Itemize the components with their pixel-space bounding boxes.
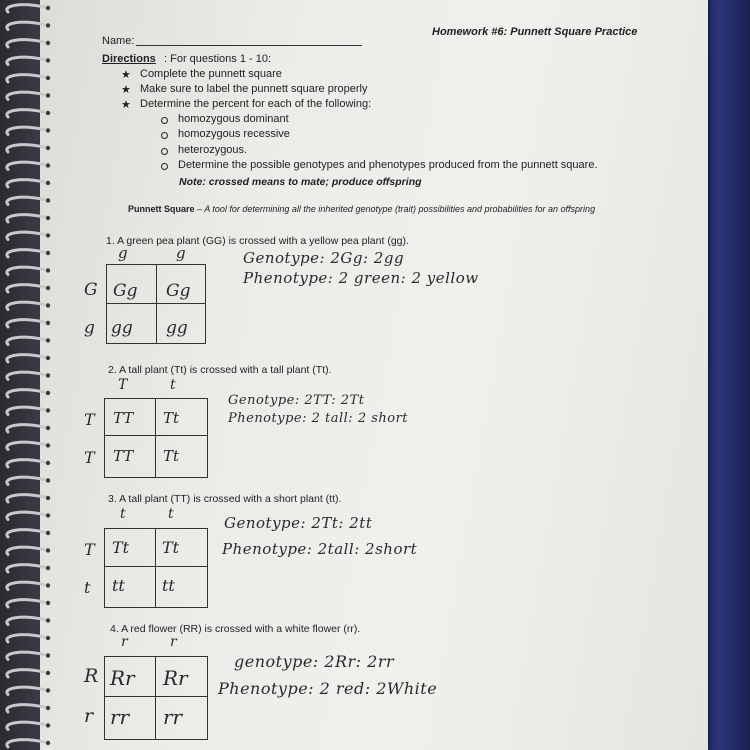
punch-hole [46, 583, 50, 587]
punnett-cell: tt [162, 576, 175, 595]
punnett-cell: Rr [110, 666, 135, 690]
punch-hole [46, 723, 50, 727]
punch-hole [46, 356, 50, 360]
question-2-text: 2. A tall plant (Tt) is crossed with a tall plant (Tt). [108, 364, 332, 376]
question-1-text: 1. A green pea plant (GG) is crossed with a yellow pea plant (gg). [106, 235, 409, 247]
spiral-ring [7, 407, 44, 414]
punnett-cell: rr [110, 705, 130, 729]
punnett-cell: tt [112, 576, 125, 595]
direction-item: Determine the percent for each of the following: [140, 98, 372, 110]
punch-hole [46, 548, 50, 552]
punch-hole [46, 286, 50, 290]
punch-hole [46, 636, 50, 640]
punch-hole [46, 741, 50, 745]
sub-item: homozygous recessive [178, 128, 290, 140]
name-label: Name: [102, 35, 135, 47]
sub-item: Determine the possible genotypes and phenotypes produced from the punnett square. [178, 159, 598, 171]
punch-hole [46, 426, 50, 430]
genotype-answer: Genotype: 2TT: 2Tt [228, 393, 365, 408]
punch-hole [46, 146, 50, 150]
punch-hole [46, 216, 50, 220]
spiral-ring [7, 250, 44, 257]
punch-hole [46, 76, 50, 80]
spiral-ring [7, 495, 44, 502]
allele-top: T [118, 377, 128, 393]
allele-side: G [84, 280, 99, 300]
genotype-answer: genotype: 2Rr: 2rr [234, 652, 395, 671]
punch-hole [46, 128, 50, 132]
phenotype-answer: Phenotype: 2 tall: 2 short [228, 411, 409, 426]
star-bullet-icon: ★ [121, 84, 131, 96]
punch-hole [46, 181, 50, 185]
spiral-ring [7, 652, 44, 659]
punch-hole [46, 671, 50, 675]
punch-hole [46, 601, 50, 605]
punch-hole [46, 706, 50, 710]
genotype-answer: Genotype: 2Gg: 2gg [243, 249, 405, 267]
spiral-ring [7, 57, 44, 64]
punch-hole [46, 198, 50, 202]
punch-hole [46, 303, 50, 307]
punch-hole [46, 443, 50, 447]
punch-hole [46, 373, 50, 377]
spiral-ring [7, 740, 44, 747]
allele-side: T [84, 540, 96, 559]
punch-hole [46, 163, 50, 167]
punnett-cell: Tt [162, 538, 180, 557]
spiral-ring [7, 145, 44, 152]
allele-side: T [84, 410, 96, 429]
punch-hole [46, 531, 50, 535]
spiral-ring [7, 582, 44, 589]
allele-side: T [84, 448, 96, 467]
phenotype-answer: Phenotype: 2 green: 2 yellow [243, 269, 479, 287]
spiral-ring [7, 215, 44, 222]
sub-item: heterozygous. [178, 144, 248, 156]
directions-intro: : For questions 1 - 10: [164, 53, 271, 65]
punch-hole [46, 408, 50, 412]
punnett-cell: Rr [163, 666, 188, 690]
spiral-ring [7, 127, 44, 134]
punch-hole [46, 461, 50, 465]
question-3-text: 3. A tall plant (TT) is crossed with a short plant (tt). [108, 493, 342, 505]
star-bullet-icon: ★ [121, 99, 131, 111]
punnett-cell: Tt [112, 538, 130, 557]
spiral-ring [7, 687, 44, 694]
name-field-line[interactable] [136, 45, 362, 46]
spiral-ring [7, 547, 44, 554]
punch-hole [46, 496, 50, 500]
punch-hole [46, 391, 50, 395]
spiral-ring [7, 92, 44, 99]
spiral-ring [7, 285, 44, 292]
allele-side: R [84, 665, 99, 687]
spiral-ring [7, 162, 44, 169]
allele-side: g [84, 318, 96, 338]
question-4-text: 4. A red flower (RR) is crossed with a white flower (rr). [110, 623, 361, 635]
spiral-ring [7, 197, 44, 204]
allele-top: t [120, 506, 127, 522]
genotype-answer: Genotype: 2Tt: 2tt [224, 514, 373, 532]
punch-hole [46, 338, 50, 342]
punch-hole [46, 268, 50, 272]
homework-title: Homework #6: Punnett Square Practice [432, 26, 638, 38]
spiral-ring [7, 75, 44, 82]
spiral-ring [7, 22, 44, 29]
spiral-ring [7, 442, 44, 449]
definition-term: Punnett Square [128, 204, 195, 214]
definition-text: – A tool for determining all the inherited genotype (trait) possibilities and probabilities for an offspring [194, 204, 596, 214]
circle-bullet-icon [161, 163, 168, 170]
spiral-ring [7, 722, 44, 729]
punnett-cell: Gg [113, 281, 138, 301]
spiral-ring [7, 512, 44, 519]
punch-hole [46, 58, 50, 62]
spiral-ring [7, 355, 44, 362]
punnett-cell: gg [111, 318, 133, 338]
punnett-definition [128, 204, 595, 214]
spiral-ring [7, 337, 44, 344]
phenotype-answer: Phenotype: 2 red: 2White [218, 679, 438, 698]
direction-item: Complete the punnett square [140, 68, 282, 80]
spiral-ring [7, 477, 44, 484]
directions-label: Directions [102, 53, 156, 65]
punch-hole [46, 233, 50, 237]
phenotype-answer: Phenotype: 2tall: 2short [222, 540, 418, 558]
spiral-ring [7, 425, 44, 432]
spiral-ring [7, 635, 44, 642]
allele-top: t [168, 506, 175, 522]
allele-top: r [121, 634, 129, 650]
sub-item: homozygous dominant [178, 113, 289, 125]
note-text: Note: crossed means to mate; produce offspring [179, 176, 422, 188]
punch-hole [46, 6, 50, 10]
punch-hole [46, 566, 50, 570]
spiral-ring [7, 670, 44, 677]
circle-bullet-icon [161, 148, 168, 155]
punnett-cell: Tt [163, 409, 180, 427]
punnett-cell: Tt [163, 447, 180, 465]
punch-hole [46, 41, 50, 45]
punch-hole [46, 688, 50, 692]
spiral-ring [7, 40, 44, 47]
spiral-ring [7, 390, 44, 397]
spiral-ring [7, 565, 44, 572]
punch-hole [46, 513, 50, 517]
spiral-ring [7, 600, 44, 607]
punnett-cell: TT [113, 409, 134, 427]
allele-top: g [176, 244, 187, 262]
punch-hole [46, 618, 50, 622]
spiral-ring [7, 705, 44, 712]
allele-top: g [118, 244, 129, 262]
punnett-cell: rr [163, 705, 183, 729]
spiral-binding [0, 0, 60, 750]
spiral-ring [7, 372, 44, 379]
punnett-cell: gg [166, 318, 188, 338]
punnett-cell: TT [113, 447, 134, 465]
allele-top: r [170, 634, 178, 650]
circle-bullet-icon [161, 132, 168, 139]
spiral-ring [7, 530, 44, 537]
spiral-ring [7, 180, 44, 187]
punch-hole [46, 251, 50, 255]
spiral-ring [7, 267, 44, 274]
spiral-ring [7, 110, 44, 117]
spiral-ring [7, 617, 44, 624]
allele-top: t [170, 377, 177, 393]
punch-hole [46, 111, 50, 115]
spiral-ring [7, 5, 44, 12]
punch-hole [46, 321, 50, 325]
punch-hole [46, 23, 50, 27]
spiral-ring [7, 460, 44, 467]
spiral-ring [7, 232, 44, 239]
punch-hole [46, 653, 50, 657]
punch-hole [46, 478, 50, 482]
direction-item: Make sure to label the punnett square properly [140, 83, 368, 95]
star-bullet-icon: ★ [121, 69, 131, 81]
allele-side: t [84, 578, 91, 597]
circle-bullet-icon [161, 117, 168, 124]
punch-hole [46, 93, 50, 97]
spiral-ring [7, 320, 44, 327]
allele-side: r [84, 705, 94, 727]
punnett-cell: Gg [166, 281, 191, 301]
spiral-ring [7, 302, 44, 309]
